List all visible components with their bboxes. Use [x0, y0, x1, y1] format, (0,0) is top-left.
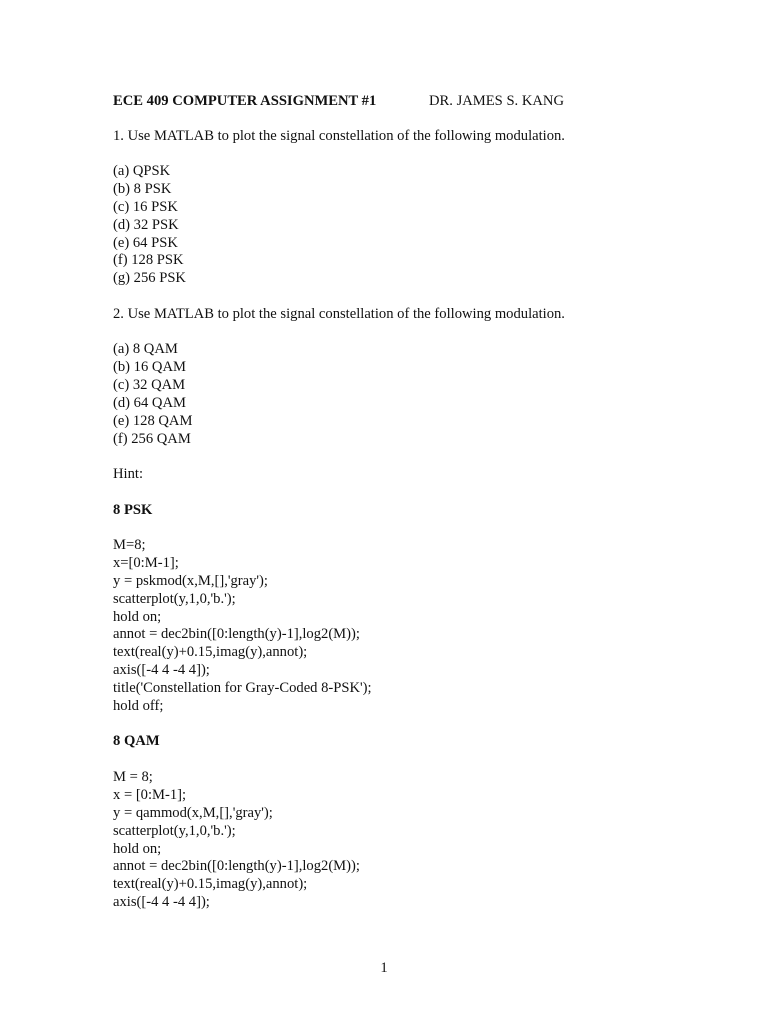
question-2-item: (c) 32 QAM: [113, 376, 186, 393]
code-line: M = 8;: [113, 768, 153, 785]
code-line: M=8;: [113, 536, 146, 553]
hint-text: Hint:: [113, 466, 143, 483]
question-1: [113, 128, 713, 146]
question-1-prompt: 1. Use MATLAB to plot the signal constellation of the following modulation.: [113, 127, 565, 144]
question-2-item: (a) 8 QAM: [113, 341, 178, 358]
code-line: hold on;: [113, 840, 162, 857]
code-line: annot = dec2bin([0:length(y)-1],log2(M));: [113, 858, 360, 875]
question-2-item: (d) 64 QAM: [113, 394, 186, 411]
question-2-item: (e) 128 QAM: [113, 412, 193, 429]
psk-code-block: [113, 537, 713, 716]
code-line: x=[0:M-1];: [113, 554, 179, 571]
author-name: DR. JAMES S. KANG: [429, 93, 565, 109]
question-1-item: (b) 8 PSK: [113, 180, 172, 197]
psk-example-title: [113, 502, 713, 520]
question-1-item: (g) 256 PSK: [113, 270, 186, 287]
question-2-list: [113, 341, 713, 448]
question-2: [113, 306, 713, 324]
code-line: scatterplot(y,1,0,'b.');: [113, 822, 236, 839]
document-header: [113, 92, 713, 110]
question-2-item: (f) 256 QAM: [113, 430, 191, 447]
code-line: x = [0:M-1];: [113, 786, 187, 803]
hint-label: [113, 466, 713, 484]
question-1-item: (f) 128 PSK: [113, 252, 184, 269]
code-line: hold on;: [113, 608, 162, 625]
qam-example-title: [113, 733, 713, 751]
psk-title-text: 8 PSK: [113, 501, 153, 518]
question-1-list: [113, 163, 713, 288]
code-line: title('Constellation for Gray-Coded 8-PSK');: [113, 680, 372, 697]
code-line: y = pskmod(x,M,[],'gray');: [113, 572, 268, 589]
code-line: axis([-4 4 -4 4]);: [113, 662, 210, 679]
code-line: annot = dec2bin([0:length(y)-1],log2(M));: [113, 626, 360, 643]
question-1-item: (c) 16 PSK: [113, 198, 178, 215]
qam-title-text: 8 QAM: [113, 733, 160, 750]
page-number: 1: [380, 960, 388, 976]
question-2-item: (b) 16 QAM: [113, 359, 186, 376]
course-title: ECE 409 COMPUTER ASSIGNMENT #1: [113, 93, 377, 109]
document-body: [113, 92, 713, 912]
question-1-item: (a) QPSK: [113, 162, 171, 179]
question-1-item: (e) 64 PSK: [113, 234, 178, 251]
code-line: text(real(y)+0.15,imag(y),annot);: [113, 876, 308, 893]
question-1-item: (d) 32 PSK: [113, 216, 179, 233]
code-line: hold off;: [113, 698, 164, 715]
code-line: text(real(y)+0.15,imag(y),annot);: [113, 644, 308, 661]
code-line: y = qammod(x,M,[],'gray');: [113, 804, 273, 821]
code-line: axis([-4 4 -4 4]);: [113, 894, 210, 911]
code-line: scatterplot(y,1,0,'b.');: [113, 590, 236, 607]
qam-code-block: [113, 769, 713, 912]
question-2-prompt: 2. Use MATLAB to plot the signal constellation of the following modulation.: [113, 305, 565, 322]
